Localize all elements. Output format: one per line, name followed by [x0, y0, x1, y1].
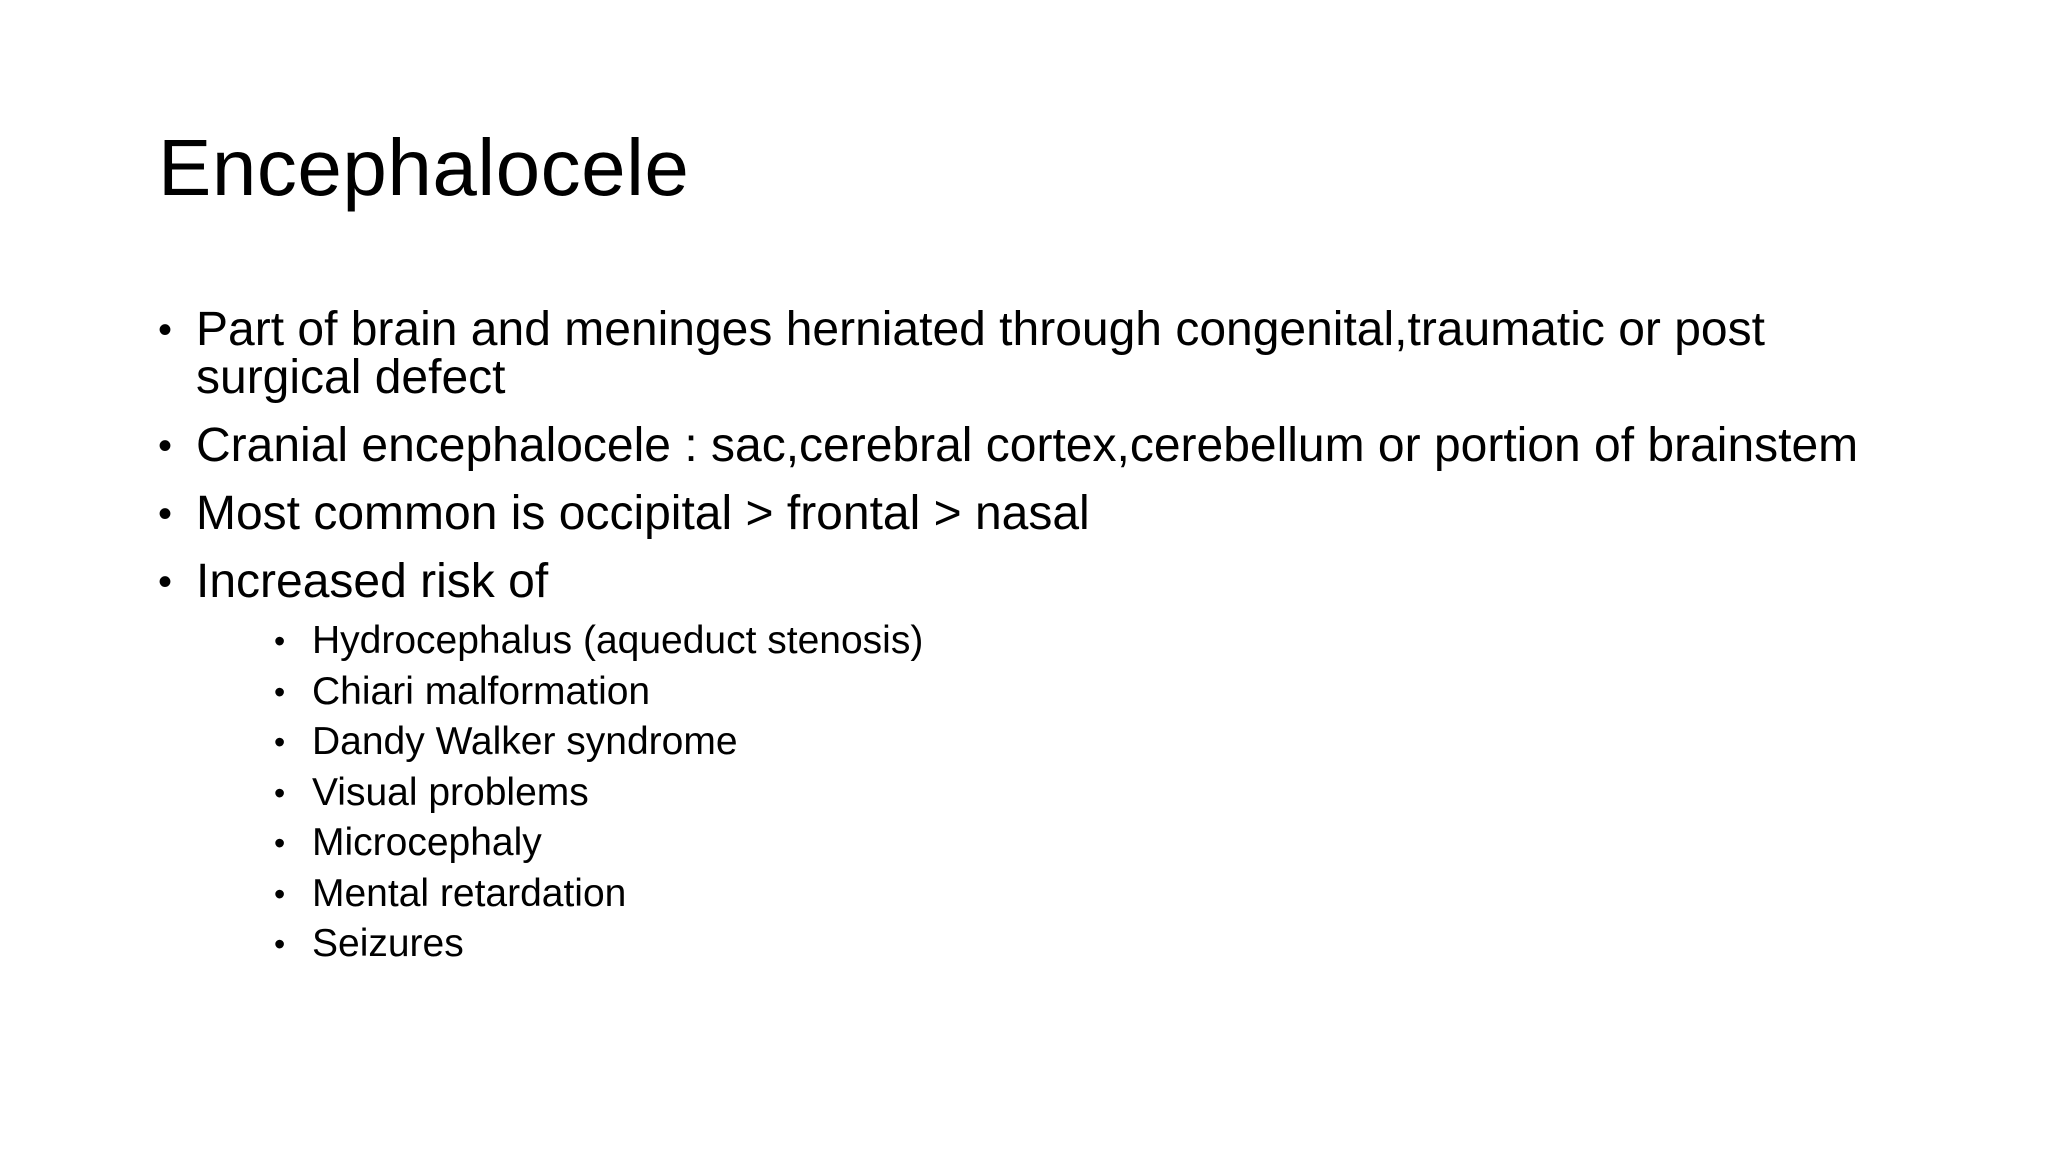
- sub-bullet-text: Seizures: [312, 922, 464, 965]
- sub-bullet-icon: •: [274, 875, 286, 912]
- sub-bullet-item: [274, 667, 1996, 718]
- sub-bullet-icon: •: [274, 926, 286, 962]
- bullet-text: Cranial encephalocele : sac,cerebral cortex,cerebellum or portion of brainstem: [196, 419, 1859, 472]
- sub-bullet-text: Mental retardation: [312, 871, 627, 915]
- sub-bullet-item: [274, 717, 1996, 768]
- bullet-item: [158, 303, 1918, 404]
- slide-title: Encephalocele: [158, 123, 690, 212]
- bullet-item: [158, 419, 1918, 472]
- sub-bullet-icon: •: [274, 825, 286, 861]
- sub-bullet-text: Microcephaly: [312, 821, 542, 864]
- bullet-item: [158, 487, 1918, 540]
- bullet-text: Part of brain and meninges herniated through congenital,traumatic or post surgical defect: [196, 303, 1765, 404]
- sub-bullet-item: [274, 818, 1996, 869]
- bullet-icon: •: [158, 492, 173, 536]
- bullet-list: [158, 303, 1918, 970]
- sub-bullet-icon: •: [274, 673, 286, 710]
- sub-bullet-text: Chiari malformation: [312, 669, 651, 713]
- sub-bullet-icon: •: [274, 774, 286, 811]
- sub-bullet-icon: •: [274, 724, 286, 760]
- sub-bullet-text: Hydrocephalus (aqueduct stenosis): [312, 619, 924, 662]
- sub-bullet-item: [274, 768, 1996, 819]
- slide-body: [158, 303, 1918, 990]
- bullet-item: [158, 555, 1918, 970]
- sub-bullet-list: [196, 616, 1918, 970]
- sub-bullet-item: [274, 869, 1996, 920]
- sub-bullet-text: Visual problems: [312, 770, 589, 814]
- bullet-icon: •: [158, 424, 173, 468]
- bullet-text: Most common is occipital > frontal > nasal: [196, 487, 1090, 540]
- sub-bullet-item: [274, 616, 1996, 667]
- sub-bullet-text: Dandy Walker syndrome: [312, 720, 738, 763]
- bullet-icon: •: [158, 308, 173, 352]
- bullet-icon: •: [158, 560, 173, 604]
- sub-bullet-item: [274, 919, 1996, 970]
- sub-bullet-icon: •: [274, 623, 286, 659]
- bullet-text: Increased risk of: [196, 555, 549, 608]
